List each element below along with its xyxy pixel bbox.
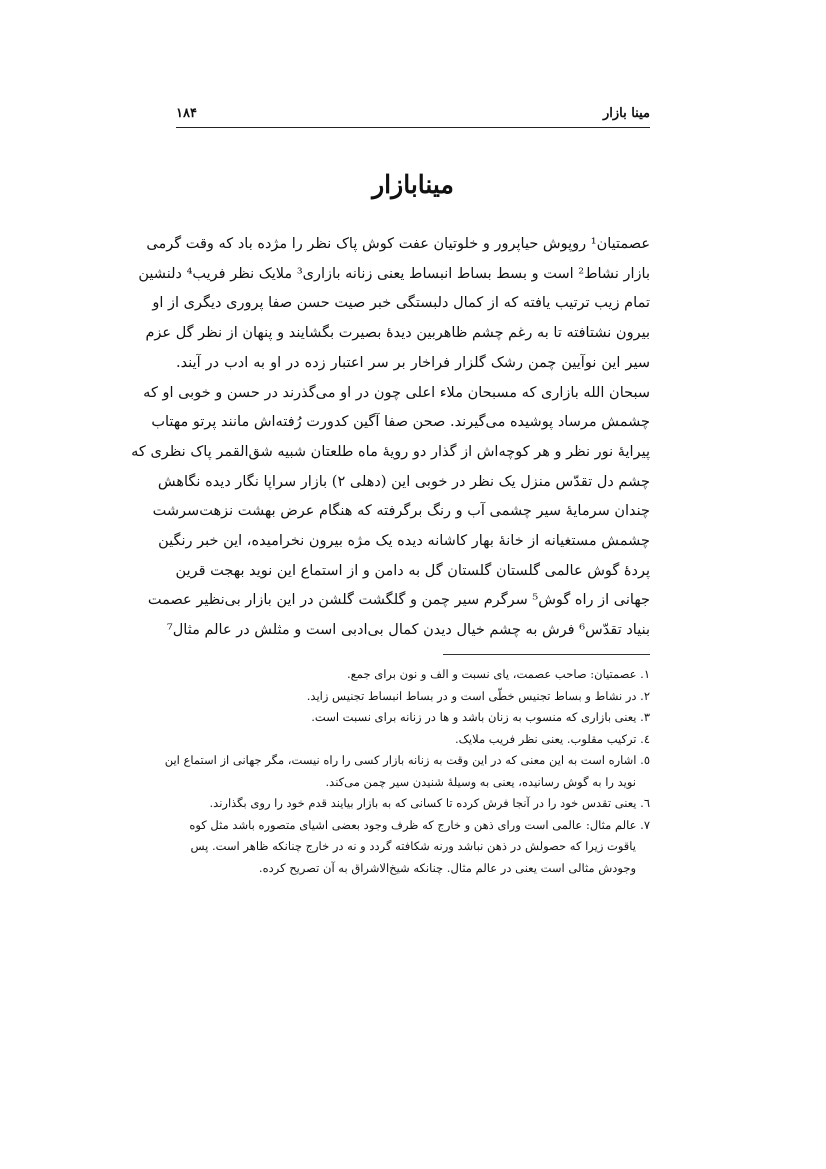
running-header	[176, 100, 650, 126]
body-line: بازار نشاط² است و بسط بساط انبساط یعنی زنانه بازاری³ ملایک نظر فریب⁴ دلنشین	[138, 265, 650, 282]
footnote-divider	[443, 654, 650, 655]
body-line: چشمش مستغیانه از خانهٔ بهار کاشانه دیده یک مژه بیرون نخرامیده، این خبر رنگین	[158, 533, 650, 550]
body-line: عصمتیان¹ روپوش حیاپرور و خلوتیان عفت کوش پاک نظر را مژده باد که وقت گرمی	[146, 236, 650, 252]
footnote-7-continuation: یاقوت زیرا که حصولش در ذهن نباشد ورنه شکافته گردد و نه در خارج چنانکه ظاهر است. پس	[190, 839, 636, 853]
body-line: سبحان الله بازاری که مسبحان ملاء اعلی چون در او می‌گذرند در حسن و خوبی او که	[143, 384, 650, 401]
footnote-7-continuation: وجودش مثالی است یعنی در عالم مثال. چنانکه شیخ‌الاشراق به آن تصریح کرده.	[258, 860, 636, 875]
footnote-7: ۷. عالم مثال: عالمی است ورای ذهن و خارج که ظرف وجود بعضی اشیای متصوره باشد مثل کوه	[189, 817, 650, 832]
footnote-4: ٤. ترکیب مقلوب. یعنی نظر فریب ملایک.	[454, 731, 650, 746]
footnote-2: ۲. در نشاط و بساط تجنیس خطّی است و در بساط انبساط تجنیس زاید.	[306, 688, 650, 703]
footnote-5-continuation: نوید را به گوش رسانیده، یعنی به وسیلهٔ شنیدن سیر چمن می‌کند.	[325, 774, 636, 789]
body-line: چشمش مرساد پوشیده می‌گیرند. صحن صفا آگین کدورت رُفته‌اش مانند پرتو مهتاب	[151, 414, 650, 431]
footnote-1: ۱. عصمتیان: صاحب عصمت، یای نسبت و الف و نون برای جمع.	[347, 667, 650, 681]
footnote-5: ٥. اشاره است به این معنی که در این وقت به زنانه بازار کسی را راه نیست، مگر جهانی از استماع این	[164, 753, 650, 767]
header-rule	[176, 127, 650, 128]
body-line: چندان سرمایهٔ سیر چشمی آب و رنگ برگرفته که هنگام عرض بهشت نزهت‌سرشت	[152, 503, 650, 520]
body-line: پیرایهٔ نور نظر و هر کوچه‌اش از گذار دو رویهٔ ماه طلعتان شبیه شق‌القمر پاک نظری که	[131, 443, 650, 460]
footnote-6: ٦. یعنی تقدس خود را در آنجا فرش کرده تا کسانی که به بازار بیایند قدم خود را روی بگذارند.	[209, 796, 650, 810]
body-line: چشم دل تقدّس منزل یک نظر در خوبی این (دهلی ۲) بازار سراپا نگار دیده نگاهش	[157, 473, 650, 490]
chapter-title: میناباز​ار	[372, 170, 454, 199]
body-line: بنیاد تقدّس⁶ فرش به چشم خیال دیدن کمال بی‌ادبی است و مثلش در عالم مثال⁷	[166, 622, 650, 639]
footnotes	[164, 664, 650, 879]
running-title: مینا بازار	[602, 105, 650, 121]
body-line: تمام زیب ترتیب یافته که از کمال دلبستگی خبر صیت حسن صفا پروری دیگری از او	[152, 295, 650, 312]
body-line: بیرون نشتافته تا به رغم چشم ظاهربین دیدهٔ بصیرت بگشایند و پنهان از نظر گل عزم	[145, 325, 650, 342]
body-line: جهانی از راه گوش⁵ سرگرم سیر چمن و گلگشت گلشن در این بازار بی‌نظیر عصمت	[147, 592, 650, 609]
body-line: سیر این نوآیین چمن رشک گلزار فراخار بر سر اعتبار زده در او به ادب در آیند.	[176, 354, 650, 371]
body-line: پردهٔ گوش عالمی گلستان گلستان گل به دامن و از استماع این نوید بهجت قرین	[175, 562, 650, 579]
body-text	[131, 230, 650, 646]
footnote-3: ۳. یعنی بازاری که منسوب به زنان باشد و ها در زنانه برای نسبت است.	[311, 710, 650, 724]
page-number: ۱۸۴	[176, 105, 197, 121]
